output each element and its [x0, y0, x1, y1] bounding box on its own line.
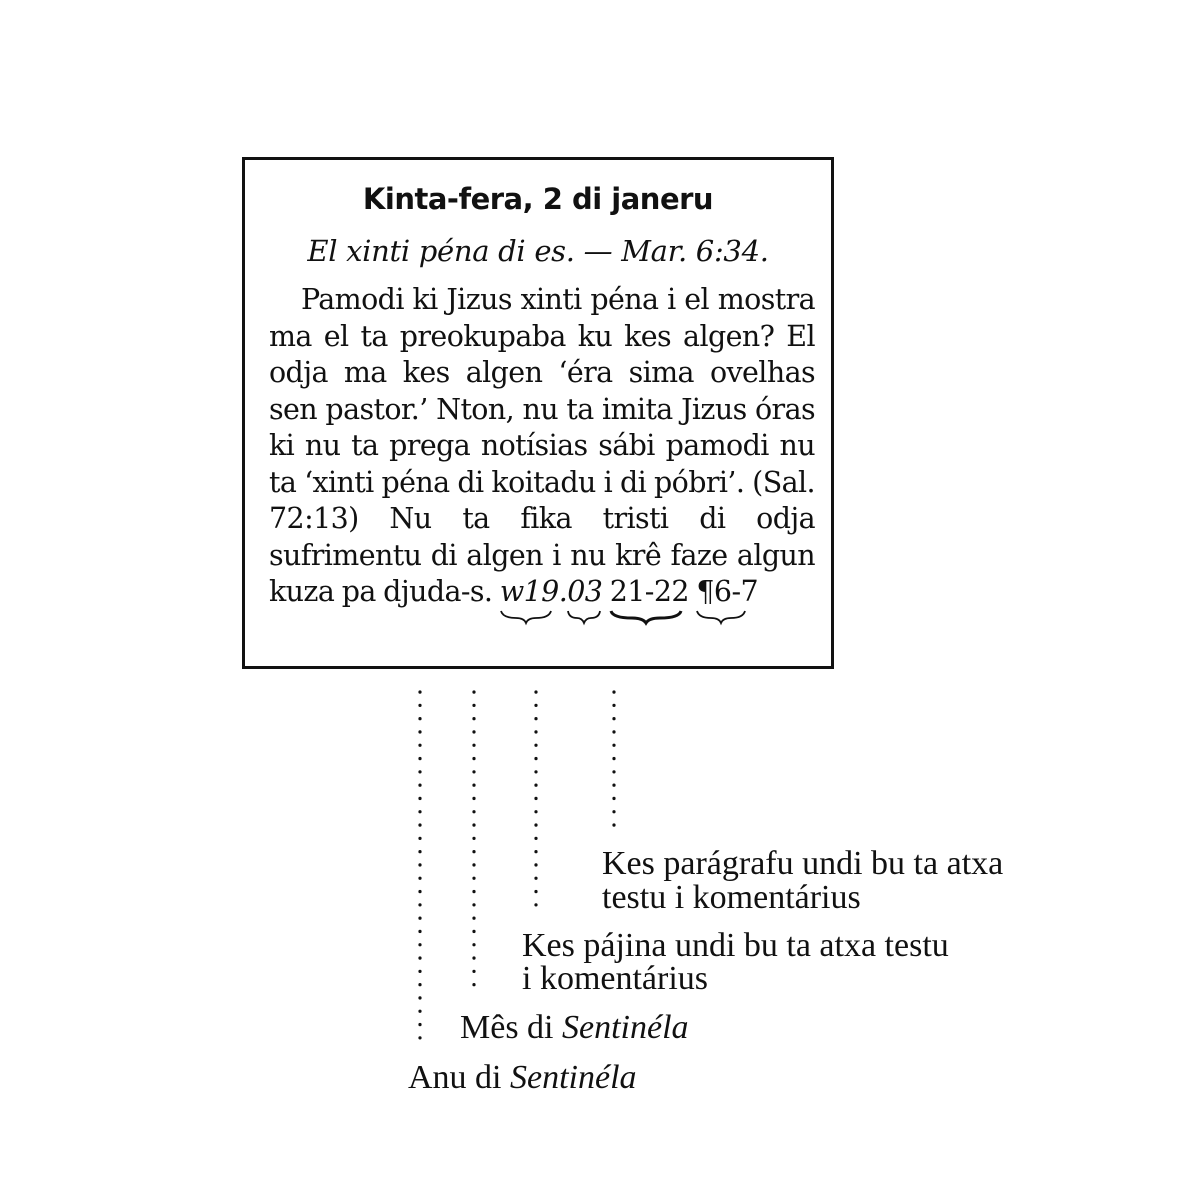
label-pages-line2: i komentárius	[522, 960, 709, 997]
body-paragraph: Pamodi ki Jizus xinti péna i el mostra ma el ta preokupaba ku kes algen? El odja ma kes algen ‘éra sima ovelhas sen pastor.’ Nton, nu ta imita Jizus óras ki nu ta prega notísias sábi pamodi nu ta ‘xinti péna di koitadu i di póbri’. (Sal. 72:13) Nu ta fika tristi di odja sufrimentu di algen i nu krê faze algun kuza pa djuda-s.	[269, 283, 815, 608]
label-month-emphasis: Sentinéla	[562, 1009, 689, 1046]
label-paragraphs-line1: Kes parágrafu undi bu ta atxa	[602, 845, 1004, 882]
label-month: Mês di Sentinéla	[460, 1009, 689, 1046]
reference-magazine-year: w19	[500, 574, 559, 611]
label-year-emphasis: Sentinéla	[510, 1059, 637, 1096]
date-heading: Kinta-fera, 2 di janeru	[362, 182, 714, 216]
theme-scripture: El xinti péna di es. — Mar. 6:34.	[307, 234, 769, 268]
label-pages-line1: Kes pájina undi bu ta atxa testu	[522, 927, 949, 964]
reference-pages: 21-22	[610, 574, 689, 611]
reference-paragraphs: ¶6-7	[696, 574, 758, 611]
label-paragraphs-line2: testu i komentárius	[602, 879, 861, 916]
reference-month: 03	[567, 574, 602, 611]
reference-separator: .	[558, 575, 568, 608]
label-year: Anu di Sentinéla	[408, 1059, 637, 1096]
